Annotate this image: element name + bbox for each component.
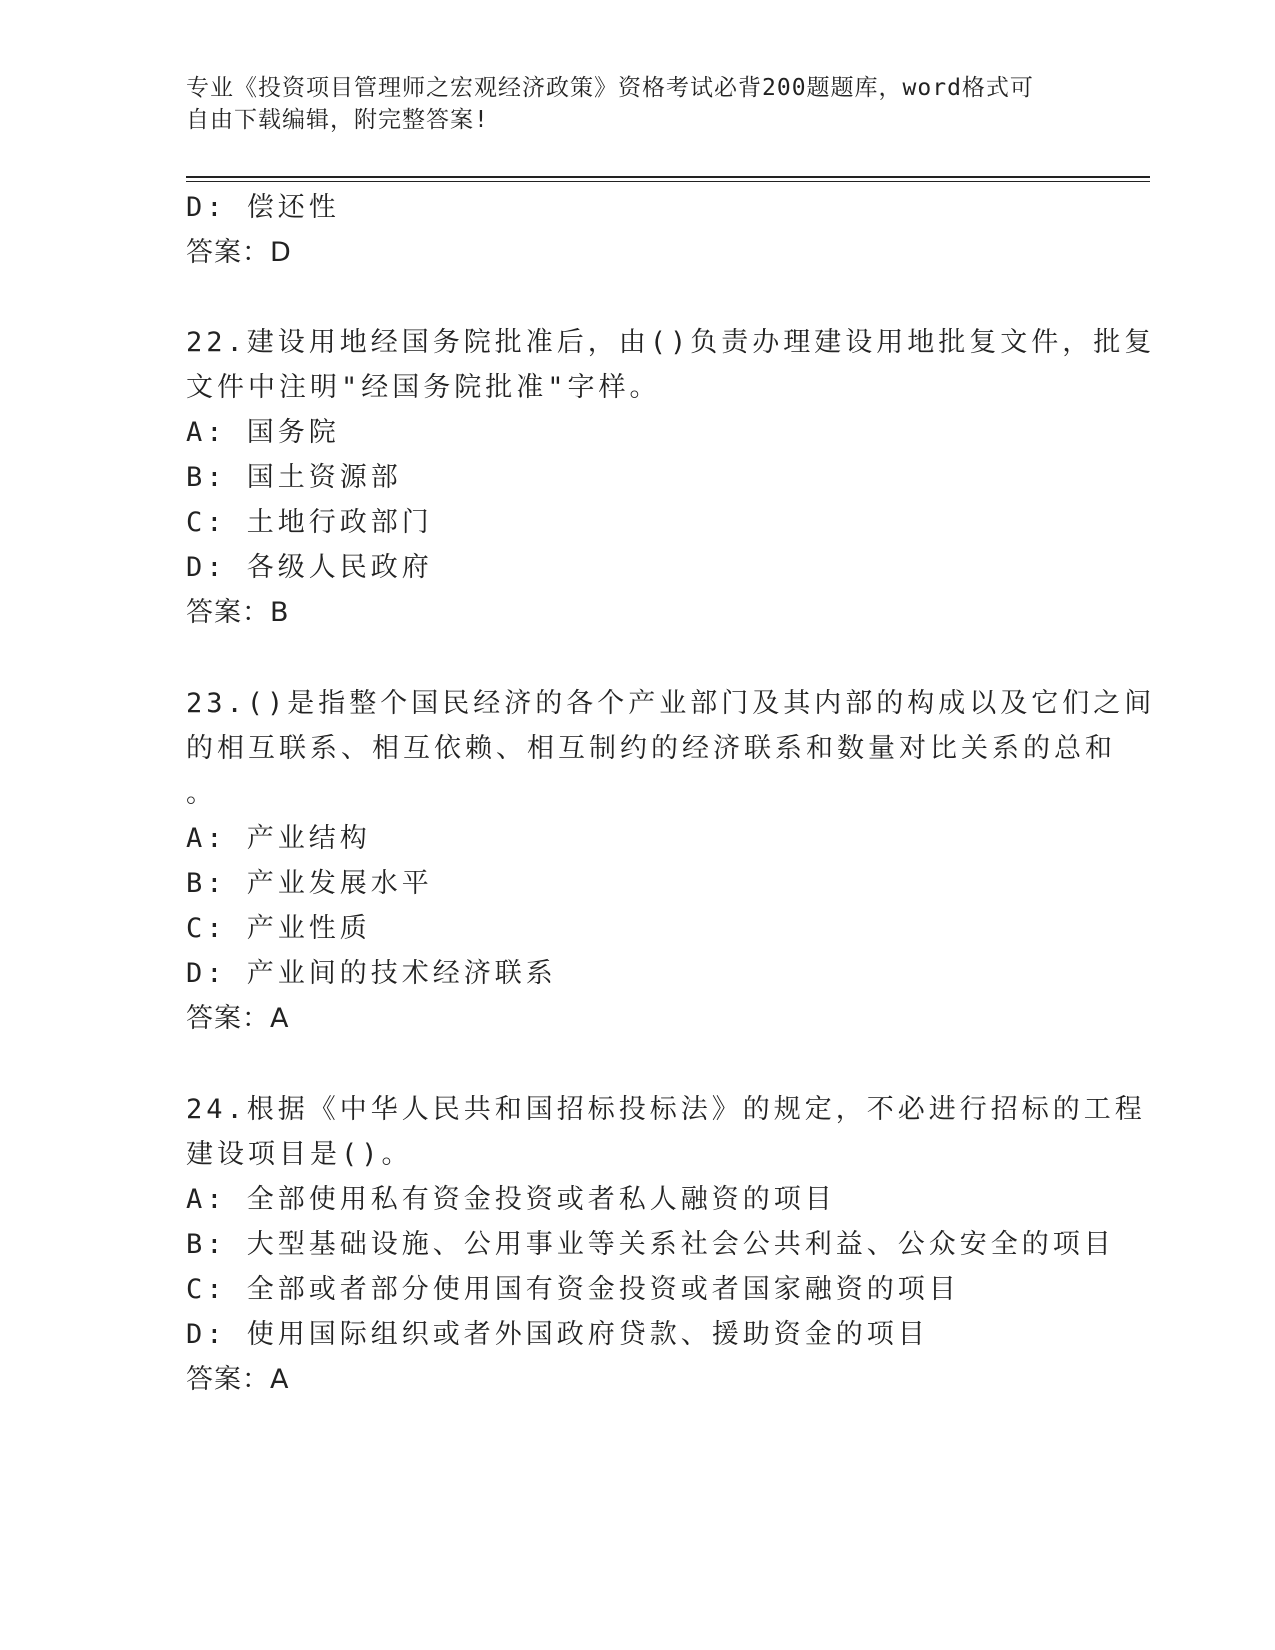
option-c: C: 产业性质: [186, 913, 371, 944]
option-d: D: 偿还性: [186, 192, 340, 223]
answer: 答案：A: [186, 1364, 290, 1395]
answer: 答案：B: [186, 597, 290, 628]
option-a: A: 全部使用私有资金投资或者私人融资的项目: [186, 1184, 836, 1215]
question-stem-line: 文件中注明"经国务院批准"字样。: [186, 372, 661, 403]
question-stem-line: 24.根据《中华人民共和国招标投标法》的规定，不必进行招标的工程: [186, 1094, 1146, 1125]
header-line-2: 自由下载编辑，附完整答案!: [186, 107, 489, 133]
option-d: D: 产业间的技术经济联系: [186, 958, 557, 989]
question-stem-line: 23.()是指整个国民经济的各个产业部门及其内部的构成以及它们之间: [186, 688, 1156, 719]
header-rule-thin: [186, 181, 1150, 182]
option-d: D: 使用国际组织或者外国政府贷款、援助资金的项目: [186, 1319, 929, 1350]
question-stem-line: 。: [186, 778, 217, 809]
option-c: C: 土地行政部门: [186, 507, 433, 538]
question-stem-line: 建设项目是()。: [186, 1139, 413, 1170]
option-d: D: 各级人民政府: [186, 552, 433, 583]
header-line-1: 专业《投资项目管理师之宏观经济政策》资格考试必背200题题库，word格式可: [186, 75, 1034, 101]
option-b: B: 国土资源部: [186, 462, 402, 493]
option-c: C: 全部或者部分使用国有资金投资或者国家融资的项目: [186, 1274, 960, 1305]
question-stem-line: 22.建设用地经国务院批准后，由()负责办理建设用地批复文件，批复: [186, 327, 1156, 358]
option-b: B: 大型基础设施、公用事业等关系社会公共利益、公众安全的项目: [186, 1229, 1115, 1260]
answer: 答案：A: [186, 1003, 290, 1034]
question-stem-line: 的相互联系、相互依赖、相互制约的经济联系和数量对比关系的总和: [186, 733, 1116, 764]
option-a: A: 产业结构: [186, 823, 371, 854]
header-rule-thick: [186, 176, 1150, 178]
option-a: A: 国务院: [186, 417, 340, 448]
page-header: [186, 72, 1066, 136]
answer: 答案：D: [186, 237, 292, 268]
option-b: B: 产业发展水平: [186, 868, 433, 899]
